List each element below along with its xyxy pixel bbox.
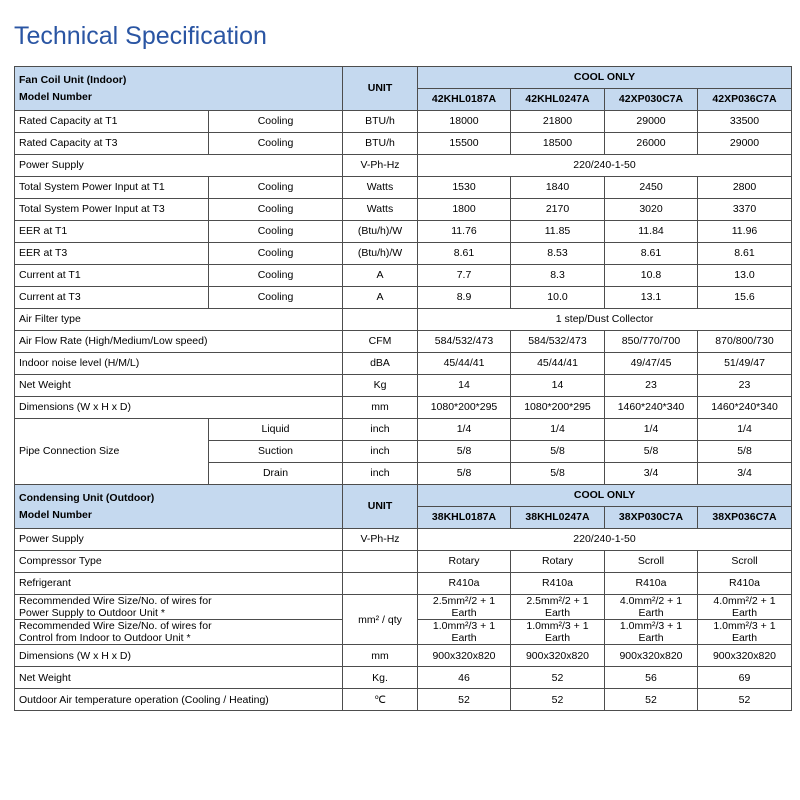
row-value-3: 900x320x820 [605, 645, 698, 667]
row-value-1: Rotary [418, 551, 511, 573]
row-value-1: 52 [418, 689, 511, 711]
row-value-3: 5/8 [605, 441, 698, 463]
table-row [15, 645, 792, 667]
table-row [15, 331, 792, 353]
table-row [15, 689, 792, 711]
outdoor-model-1: 38KHL0187A [418, 507, 511, 529]
row-unit: A [343, 265, 418, 287]
row-unit [343, 551, 418, 573]
row-value-2: 18500 [511, 133, 605, 155]
row-value-3: 23 [605, 375, 698, 397]
indoor-section-label [15, 67, 343, 111]
row-value-1: 5/8 [418, 463, 511, 485]
row-value-3: 10.8 [605, 265, 698, 287]
indoor-header-row [15, 67, 792, 89]
row-value-4: 8.61 [698, 243, 792, 265]
row-value-1: 18000 [418, 111, 511, 133]
row-value-2: 8.3 [511, 265, 605, 287]
row-mode: Cooling [209, 177, 343, 199]
table-row [15, 309, 792, 331]
row-mode: Suction [209, 441, 343, 463]
row-label: Power Supply [15, 155, 343, 177]
row-label: Refrigerant [15, 573, 343, 595]
row-unit [343, 573, 418, 595]
table-row [15, 265, 792, 287]
table-row [15, 667, 792, 689]
table-row [15, 177, 792, 199]
row-value-3: 29000 [605, 111, 698, 133]
row-mode: Liquid [209, 419, 343, 441]
row-value-span: 220/240-1-50 [418, 529, 792, 551]
row-label: Current at T3 [15, 287, 209, 309]
row-label: Dimensions (W x H x D) [15, 397, 343, 419]
row-value-4: 1460*240*340 [698, 397, 792, 419]
row-value-2: 52 [511, 667, 605, 689]
row-unit: Watts [343, 199, 418, 221]
row-unit: BTU/h [343, 111, 418, 133]
row-value-4: 3370 [698, 199, 792, 221]
outdoor-model-3: 38XP030C7A [605, 507, 698, 529]
table-row [15, 111, 792, 133]
table-row [15, 375, 792, 397]
table-row [15, 529, 792, 551]
row-value-4: 69 [698, 667, 792, 689]
indoor-section-label-line2: Model Number [19, 90, 92, 103]
row-label-line2: Power Supply to Outdoor Unit * [19, 607, 165, 620]
row-value-2: Rotary [511, 551, 605, 573]
row-unit: inch [343, 441, 418, 463]
row-value-1: 1530 [418, 177, 511, 199]
row-unit: mm [343, 397, 418, 419]
table-body [15, 67, 792, 711]
row-mode: Drain [209, 463, 343, 485]
row-unit: Watts [343, 177, 418, 199]
row-unit: A [343, 287, 418, 309]
row-value-2: 1080*200*295 [511, 397, 605, 419]
row-unit: Kg [343, 375, 418, 397]
row-value-3: 13.1 [605, 287, 698, 309]
row-value-2: 5/8 [511, 441, 605, 463]
row-value-2: 21800 [511, 111, 605, 133]
technical-specification-table [14, 66, 792, 711]
outdoor-model-4: 38XP036C7A [698, 507, 792, 529]
row-unit: (Btu/h)/W [343, 221, 418, 243]
row-mode: Cooling [209, 221, 343, 243]
row-value-3: 56 [605, 667, 698, 689]
row-value-4: 23 [698, 375, 792, 397]
row-value-2: 10.0 [511, 287, 605, 309]
row-value-1: 7.7 [418, 265, 511, 287]
row-value-1: 46 [418, 667, 511, 689]
indoor-model-1: 42KHL0187A [418, 89, 511, 111]
row-value-3: 1460*240*340 [605, 397, 698, 419]
table-row [15, 199, 792, 221]
table-row [15, 353, 792, 375]
row-value-1: 15500 [418, 133, 511, 155]
row-value-3: R410a [605, 573, 698, 595]
row-value-4: 15.6 [698, 287, 792, 309]
row-value-1: 1.0mm²/3 + 1 Earth [418, 620, 511, 645]
row-unit: Kg. [343, 667, 418, 689]
row-value-1: 1800 [418, 199, 511, 221]
indoor-model-2: 42KHL0247A [511, 89, 605, 111]
row-unit: V-Ph-Hz [343, 155, 418, 177]
row-value-2: 11.85 [511, 221, 605, 243]
row-mode: Cooling [209, 287, 343, 309]
row-unit: V-Ph-Hz [343, 529, 418, 551]
indoor-model-4: 42XP036C7A [698, 89, 792, 111]
row-unit: dBA [343, 353, 418, 375]
row-label: Power Supply [15, 529, 343, 551]
row-value-4: 1.0mm²/3 + 1 Earth [698, 620, 792, 645]
row-value-1: 8.61 [418, 243, 511, 265]
row-value-3: 49/47/45 [605, 353, 698, 375]
row-value-4: 52 [698, 689, 792, 711]
row-value-span: 1 step/Dust Collector [418, 309, 792, 331]
row-unit: ℃ [343, 689, 418, 711]
row-value-4: 29000 [698, 133, 792, 155]
row-value-4: 4.0mm²/2 + 1 Earth [698, 595, 792, 620]
row-value-4: 2800 [698, 177, 792, 199]
row-value-1: 900x320x820 [418, 645, 511, 667]
row-value-3: 850/770/700 [605, 331, 698, 353]
row-value-4: Scroll [698, 551, 792, 573]
outdoor-group-header: COOL ONLY [418, 485, 792, 507]
row-label [15, 620, 343, 645]
row-value-1: 584/532/473 [418, 331, 511, 353]
row-label: Outdoor Air temperature operation (Cooling / Heating) [15, 689, 343, 711]
table-row [15, 551, 792, 573]
row-mode: Cooling [209, 265, 343, 287]
row-value-1: 11.76 [418, 221, 511, 243]
row-label: Dimensions (W x H x D) [15, 645, 343, 667]
row-unit: CFM [343, 331, 418, 353]
table-row [15, 573, 792, 595]
row-value-2: 584/532/473 [511, 331, 605, 353]
row-value-4: 3/4 [698, 463, 792, 485]
pipe-connection-label: Pipe Connection Size [15, 419, 209, 485]
wire-size-power-supply-row [15, 595, 792, 620]
page-title: Technical Specification [14, 22, 267, 50]
row-unit: (Btu/h)/W [343, 243, 418, 265]
row-label: Air Filter type [15, 309, 343, 331]
row-value-2: 1.0mm²/3 + 1 Earth [511, 620, 605, 645]
outdoor-section-label [15, 485, 343, 529]
row-value-4: 5/8 [698, 441, 792, 463]
row-label: Rated Capacity at T3 [15, 133, 209, 155]
pipe-connection-row-liquid [15, 419, 792, 441]
row-value-1: 2.5mm²/2 + 1 Earth [418, 595, 511, 620]
row-value-3: 1/4 [605, 419, 698, 441]
row-value-3: 3/4 [605, 463, 698, 485]
row-label: Indoor noise level (H/M/L) [15, 353, 343, 375]
indoor-unit-header: UNIT [343, 67, 418, 111]
row-mode: Cooling [209, 111, 343, 133]
row-unit: inch [343, 419, 418, 441]
row-value-4: 51/49/47 [698, 353, 792, 375]
outdoor-header-row [15, 485, 792, 507]
row-value-4: 1/4 [698, 419, 792, 441]
row-value-4: 11.96 [698, 221, 792, 243]
indoor-group-header: COOL ONLY [418, 67, 792, 89]
table-row [15, 397, 792, 419]
row-label-line1: Recommended Wire Size/No. of wires for [19, 595, 212, 607]
outdoor-section-label-line2: Model Number [19, 508, 92, 521]
row-value-1: 1/4 [418, 419, 511, 441]
outdoor-model-2: 38KHL0247A [511, 507, 605, 529]
row-value-1: 14 [418, 375, 511, 397]
row-label: Total System Power Input at T3 [15, 199, 209, 221]
row-label: Net Weight [15, 667, 343, 689]
row-value-3: 52 [605, 689, 698, 711]
row-value-3: 2450 [605, 177, 698, 199]
row-label-line1: Recommended Wire Size/No. of wires for [19, 620, 212, 633]
row-value-4: R410a [698, 573, 792, 595]
outdoor-unit-header: UNIT [343, 485, 418, 529]
row-value-2: 45/44/41 [511, 353, 605, 375]
row-unit: BTU/h [343, 133, 418, 155]
row-unit: mm² / qty [343, 595, 418, 645]
row-value-3: 8.61 [605, 243, 698, 265]
indoor-section-label-line1: Fan Coil Unit (Indoor) [19, 74, 127, 87]
row-value-3: 1.0mm²/3 + 1 Earth [605, 620, 698, 645]
row-value-2: 1/4 [511, 419, 605, 441]
row-value-4: 33500 [698, 111, 792, 133]
row-label: Compressor Type [15, 551, 343, 573]
row-value-3: 3020 [605, 199, 698, 221]
row-value-3: 26000 [605, 133, 698, 155]
row-value-1: 1080*200*295 [418, 397, 511, 419]
row-label [15, 595, 343, 620]
row-label: Total System Power Input at T1 [15, 177, 209, 199]
row-value-2: 1840 [511, 177, 605, 199]
row-unit [343, 309, 418, 331]
row-value-2: 8.53 [511, 243, 605, 265]
row-label: Current at T1 [15, 265, 209, 287]
row-value-4: 900x320x820 [698, 645, 792, 667]
row-value-1: R410a [418, 573, 511, 595]
row-value-2: 5/8 [511, 463, 605, 485]
row-label-line2: Control from Indoor to Outdoor Unit * [19, 632, 191, 645]
row-value-3: 4.0mm²/2 + 1 Earth [605, 595, 698, 620]
row-value-2: 2170 [511, 199, 605, 221]
row-value-3: 11.84 [605, 221, 698, 243]
row-label: EER at T1 [15, 221, 209, 243]
row-label: Air Flow Rate (High/Medium/Low speed) [15, 331, 343, 353]
row-value-2: 52 [511, 689, 605, 711]
row-value-4: 870/800/730 [698, 331, 792, 353]
table-row [15, 155, 792, 177]
indoor-model-3: 42XP030C7A [605, 89, 698, 111]
row-value-4: 13.0 [698, 265, 792, 287]
row-value-3: Scroll [605, 551, 698, 573]
row-label: Rated Capacity at T1 [15, 111, 209, 133]
row-value-1: 45/44/41 [418, 353, 511, 375]
table-row [15, 133, 792, 155]
table-row [15, 243, 792, 265]
row-unit: mm [343, 645, 418, 667]
row-value-1: 8.9 [418, 287, 511, 309]
table-row [15, 221, 792, 243]
row-label: Net Weight [15, 375, 343, 397]
row-mode: Cooling [209, 243, 343, 265]
row-value-1: 5/8 [418, 441, 511, 463]
row-label: EER at T3 [15, 243, 209, 265]
row-value-2: 14 [511, 375, 605, 397]
row-mode: Cooling [209, 133, 343, 155]
row-mode: Cooling [209, 199, 343, 221]
row-value-2: 900x320x820 [511, 645, 605, 667]
row-value-2: R410a [511, 573, 605, 595]
table-row [15, 287, 792, 309]
row-unit: inch [343, 463, 418, 485]
outdoor-section-label-line1: Condensing Unit (Outdoor) [19, 492, 155, 505]
row-value-2: 2.5mm²/2 + 1 Earth [511, 595, 605, 620]
row-value-span: 220/240-1-50 [418, 155, 792, 177]
